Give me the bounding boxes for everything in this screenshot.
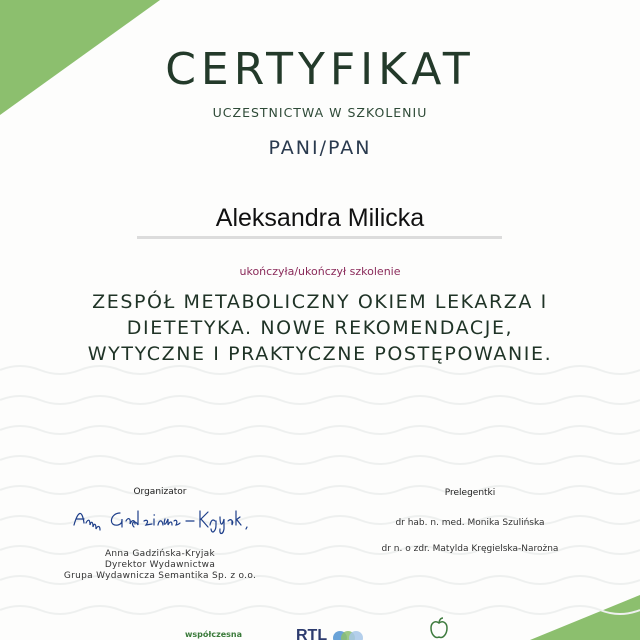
- course-title-line: ZESPÓŁ METABOLICZNY OKIEM LEKARZA I: [92, 291, 548, 313]
- rtl-logo: [296, 626, 366, 640]
- lecturer-name: dr n. o zdr. Matylda Kręgielska-Narożna: [381, 544, 559, 554]
- course-title-line: DIETETYKA. NOWE REKOMENDACJE,: [126, 317, 514, 339]
- lecturers-label: Prelegentki: [444, 488, 496, 498]
- organizer-label: Organizator: [133, 487, 187, 497]
- svg-text:RTL: RTL: [296, 627, 328, 640]
- salutation: PANI/PAN: [268, 137, 372, 159]
- wave-background-pattern: [0, 360, 640, 640]
- organizer-signature: [68, 503, 268, 537]
- course-title-line: WYTYCZNE I PRAKTYCZNE POSTĘPOWANIE.: [87, 343, 553, 365]
- apple-icon: [430, 617, 448, 640]
- name-underline: [137, 236, 502, 239]
- lecturer-name: dr hab. n. med. Monika Szulińska: [395, 518, 545, 528]
- organizer-role: Dyrektor Wydawnictwa: [104, 560, 216, 570]
- wspolczesna-logo: współczesna: [185, 630, 243, 639]
- completion-text: ukończyła/ukończył szkolenie: [239, 265, 401, 278]
- organizer-company: Grupa Wydawnicza Semantika Sp. z o.o.: [63, 571, 257, 581]
- organizer-name: Anna Gadzińska-Kryjak: [104, 549, 216, 559]
- course-title: [40, 289, 600, 367]
- certificate-title: CERTYFIKAT: [165, 44, 475, 95]
- participant-name: Aleksandra Milicka: [215, 204, 425, 232]
- certificate-subtitle: UCZESTNICTWA W SZKOLENIU: [212, 105, 428, 120]
